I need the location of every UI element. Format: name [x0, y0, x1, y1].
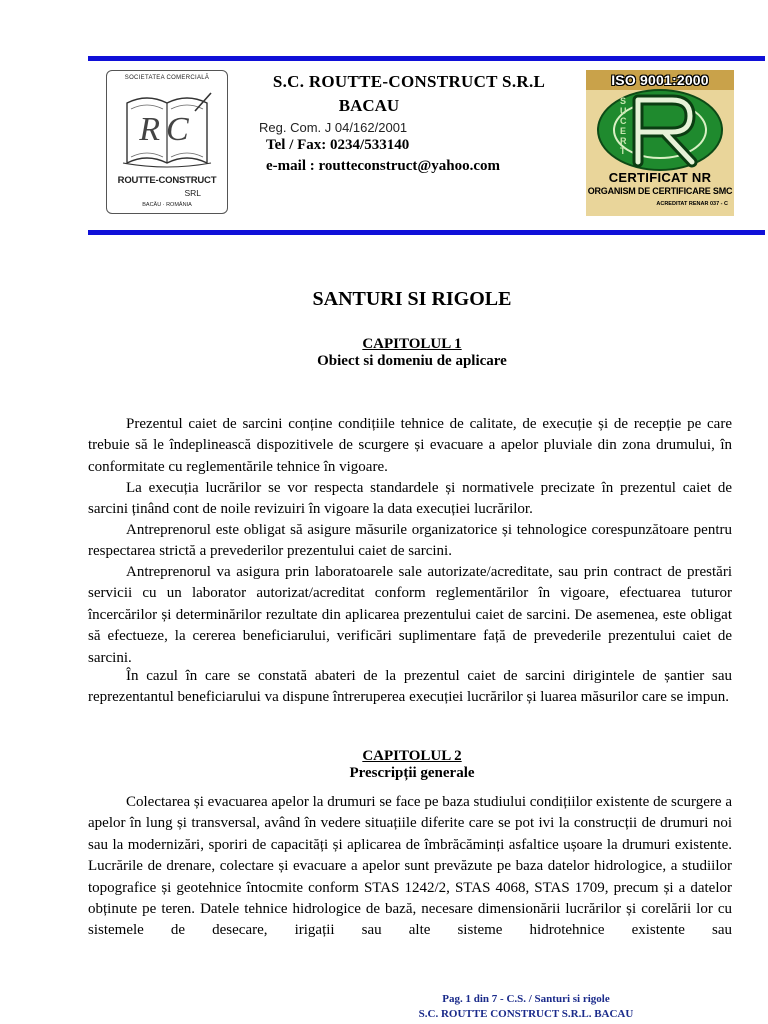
- registration-number: Reg. Com. J 04/162/2001: [259, 120, 408, 135]
- company-name: S.C. ROUTTE-CONSTRUCT S.R.L: [272, 72, 546, 91]
- certification-org: ORGANISM DE CERTIFICARE SMC: [587, 186, 733, 196]
- chapter1-heading: CAPITOLUL 1: [362, 336, 462, 352]
- chapter1-paragraph: Prezentul caiet de sarcini conține condițiile tehnice de calitate, de execuție și de recepție pe care trebuie să le îndeplinească dispozitivele de scurgere și evacuare a apelor pluviale din zona drumului, în conformitate cu reglementările tehnice în vigoare.: [88, 416, 732, 475]
- company-city: BACAU: [338, 96, 400, 115]
- sucert-vertical-label: SUCERT: [620, 96, 627, 156]
- page-footer: [408, 992, 644, 1022]
- chapter2-heading: CAPITOLUL 2: [362, 748, 462, 764]
- email-address: e-mail : routteconstruct@yahoo.com: [266, 158, 501, 174]
- iso-certification-logo: [586, 70, 734, 216]
- phone-fax: Tel / Fax: 0234/533140: [266, 137, 410, 153]
- company-logo: [106, 70, 228, 214]
- document-title: SANTURI SI RIGOLE: [312, 288, 512, 310]
- footer-page-info: Pag. 1 din 7 - C.S. / Santuri si rigole: [442, 993, 610, 1005]
- header-top-rule: [88, 56, 765, 61]
- iso-label: ISO 9001:2000: [611, 72, 709, 88]
- chapter1-subtitle: Obiect si domeniu de aplicare: [317, 353, 507, 369]
- logo-suffix: SRL: [184, 188, 201, 198]
- chapter1-paragraph: În cazul în care se constată abateri de la prezentul caiet de sarcini dirigintele de șantier sau reprezentantul beneficiarului va dispune întreruperea execuției lucrărilor și luarea măsurilor care se impun.: [88, 668, 732, 706]
- logo-letters: RC: [139, 111, 195, 148]
- footer-company: S.C. ROUTTE CONSTRUCT S.R.L. BACAU: [418, 1008, 634, 1020]
- chapter1-paragraph: Antreprenorul este obligat să asigure măsurile organizatorice și tehnologice corespunzătoare pentru respectarea strictă a prevederilor prezentului caiet de sarcini.: [88, 522, 732, 560]
- chapter1-paragraph: Antreprenorul va asigura prin laboratoarele sale autorizate/acreditate, sau prin contract de prestări servicii cu un laborator autorizat/acreditat conform reglementărilor în vigoare, efectuarea tuturor încercărilor și determinărilor rezultate din aplicarea prezentului caiet de sarcini. De asemenea, este obligat să efectueze, la cererea beneficiarului, verificări suplimentare față de prevederile prezentului caiet de sarcini.: [88, 564, 732, 666]
- header-bottom-rule: [88, 230, 765, 235]
- certificate-label: CERTIFICAT NR: [608, 170, 712, 185]
- chapter2-subtitle: Prescripții generale: [349, 765, 475, 781]
- chapter1-paragraph: La execuția lucrărilor se vor respecta standardele și normativele precizate în prezentul caiet de sarcini ținând cont de noile revizuiri în vigoare la data execuției lucrărilor.: [88, 480, 732, 518]
- accreditation: ACREDITAT RENAR 037 - C: [656, 201, 728, 207]
- chapter1-heading-block: [0, 336, 768, 370]
- logo-brand: ROUTTE-CONSTRUCT: [117, 175, 217, 186]
- chapter2-heading-block: [0, 748, 768, 782]
- chapter2-paragraph: Colectarea și evacuarea apelor la drumuri se face pe baza studiului condițiilor existente de scurgere a apelor în lung și transversal, având în vedere situațiile diferite care se pot ivi la construcții de drumuri noi sau la modernizări, sporiri de capacități și aplicarea de îmbrăcăminți asfaltice ușoare la drumuri existente. Lucrările de drenare, colectare și evacuare a apelor sunt prevăzute pe baza datelor hidrologice, a studiilor topografice și geotehnice întocmite conform STAS 1242/2, STAS 4068, STAS 1709, precum și a datelor obținute pe teren. Datele tehnice hidrologice de bază, necesare dimensionării lucrărilor și corelării lor cu sistemele de desecare, irigații sau alte sisteme hidrotehnice existente sau: [88, 794, 732, 939]
- logo-bottom-text: BACĂU · ROMÂNIA: [142, 202, 192, 208]
- logo-top-text: SOCIETATEA COMERCIALĂ: [124, 75, 210, 81]
